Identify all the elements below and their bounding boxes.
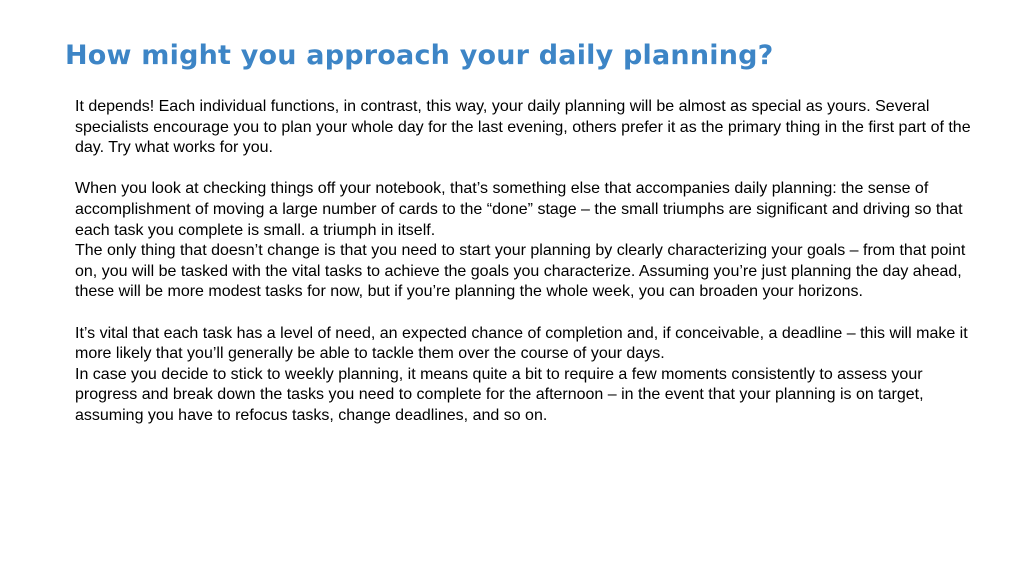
paragraph-2: When you look at checking things off your notebook, that’s something else that accompanies daily planning: the sense of accomplishment of moving a large number of cards to the “done” stage – the small triumphs are significant and driving so that each task you complete is small. a triumph in itself. bbox=[75, 180, 963, 239]
paragraph-4: It’s vital that each task has a level of need, an expected chance of completion and, if conceivable, a deadline – this will make it more likely that you’ll generally be able to tackle them over the course of your days. bbox=[75, 324, 968, 363]
paragraph-1: It depends! Each individual functions, in contrast, this way, your daily planning will be almost as special as yours. Several specialists encourage you to plan your whole day for the last evening, others prefer it as the primary thing in the first part of the day. Try what works for you. bbox=[75, 98, 971, 157]
paragraph-spacer bbox=[75, 159, 980, 180]
paragraph-5: In case you decide to stick to weekly planning, it means quite a bit to require a few moments consistently to assess your progress and break down the tasks you need to complete for the afternoon – in the event that your planning is on target, assuming you have to refocus tasks, change deadlines, and so on. bbox=[75, 365, 924, 424]
paragraph-3: The only thing that doesn’t change is that you need to start your planning by clearly characterizing your goals – from that point on, you will be tasked with the vital tasks to achieve the goals you characterize. Assuming you’re just planning the day ahead, these will be more modest tasks for now, but if you’re planning the whole week, you can broaden your horizons. bbox=[75, 242, 966, 301]
paragraph-spacer bbox=[75, 303, 980, 324]
slide-title: How might you approach your daily planning? bbox=[65, 40, 774, 71]
slide-body bbox=[75, 97, 980, 427]
